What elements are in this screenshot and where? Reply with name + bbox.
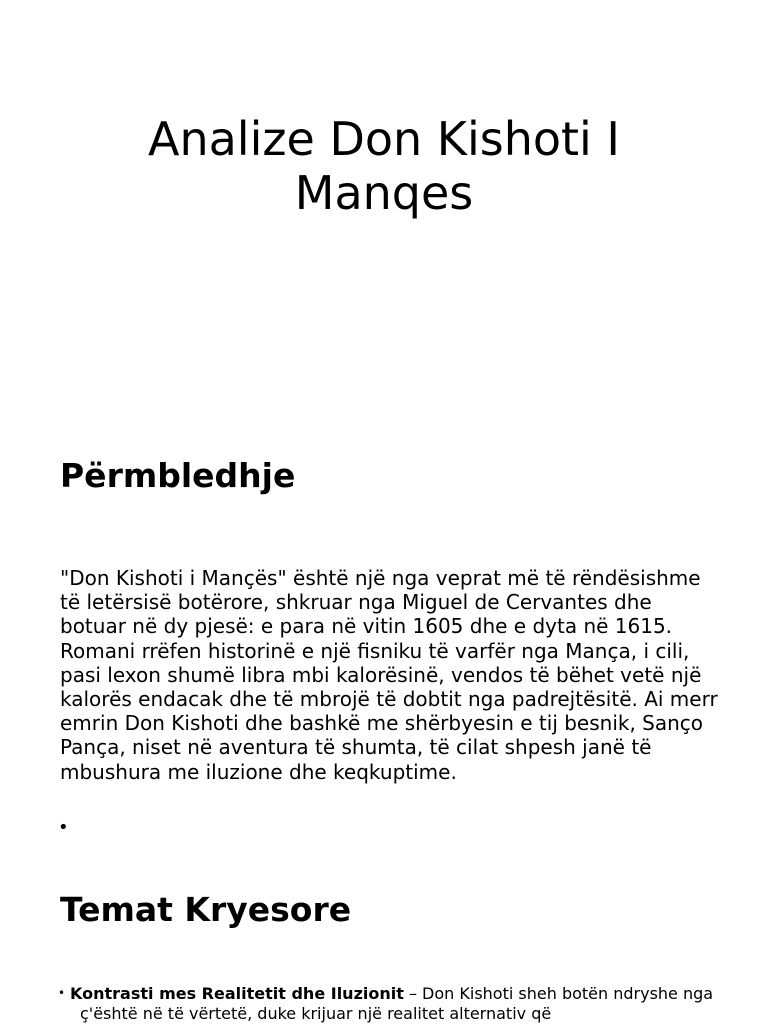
empty-bullet: • bbox=[58, 817, 69, 838]
theme-separator: – bbox=[403, 984, 423, 1003]
theme-term: Kontrasti mes Realitetit dhe Iluzionit bbox=[70, 984, 404, 1003]
theme-description: Don Kishoti sheh botën ndryshe nga ç'është në të vërtetë, duke krijuar një realitet alternativ që bbox=[80, 984, 714, 1023]
title-slide bbox=[0, 0, 768, 400]
summary-heading: Përmbledhje bbox=[60, 456, 296, 495]
summary-paragraph: "Don Kishoti i Mançës" është një nga veprat më të rëndësishme të letërsisë botërore, shkruar nga Miguel de Cervantes dhe botuar në dy pjesë: e para në vitin 1605 dhe e dyta në 1615. Romani rrëfen historinë e një fisniku të varfër nga Mança, i cili, pasi lexon shumë libra mbi kalorësinë, vendos të bëhet vetë një kalorës endacak dhe të mbrojë të dobtit nga padrejtësitë. Ai merr emrin Don Kishoti dhe bashkë me shërbyesin e tij besnik, Sanço Pança, niset në aventura të shumta, të cilat shpesh janë të mbushura me iluzione dhe keqkuptime. bbox=[60, 566, 718, 784]
theme-list-item bbox=[58, 984, 730, 1023]
themes-heading: Temat Kryesore bbox=[60, 890, 352, 929]
bullet-icon: • bbox=[58, 986, 66, 1000]
page-title: Analize Don Kishoti I Manqes bbox=[148, 112, 620, 220]
